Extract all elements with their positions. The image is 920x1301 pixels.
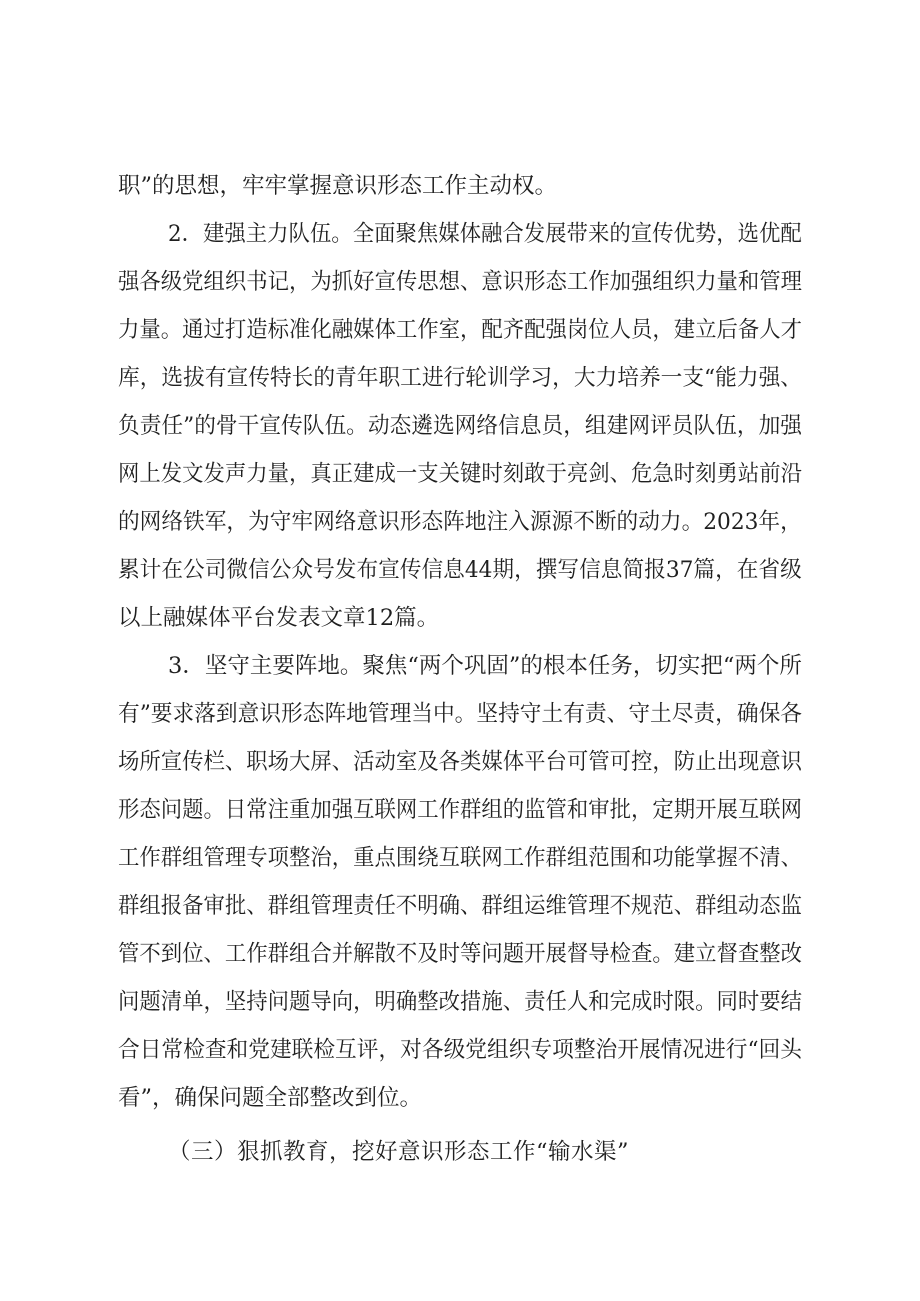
paragraph-line: 合日常检查和党建联检互评，对各级党组织专项整治开展情况进行“回头 [118, 1037, 802, 1063]
paragraph-line: 累计在公司微信公众号发布宣传信息44期，撰写信息简报37篇，在省级 [118, 557, 802, 583]
paragraph-line: 工作群组管理专项整治，重点围绕互联网工作群组范围和功能掌握不清、 [118, 845, 803, 871]
paragraph-line: 力量。通过打造标准化融媒体工作室，配齐配强岗位人员，建立后备人才 [118, 317, 803, 343]
paragraph-line: 有”要求落到意识形态阵地管理当中。坚持守土有责、守土尽责，确保各 [118, 701, 802, 727]
paragraph-line: 看”，确保问题全部整改到位。 [118, 1085, 423, 1111]
paragraph-line: 职”的思想，牢牢掌握意识形态工作主动权。 [118, 173, 558, 199]
section-heading: （三）狠抓教育，挖好意识形态工作“输水渠” [168, 1139, 630, 1165]
paragraph-line: 3．坚守主要阵地。聚焦“两个巩固”的根本任务，切实把“两个所 [168, 653, 802, 679]
paragraph-line: 2．建强主力队伍。全面聚焦媒体融合发展带来的宣传优势，选优配 [168, 221, 802, 247]
paragraph-line: 问题清单，坚持问题导向，明确整改措施、责任人和完成时限。同时要结 [118, 989, 803, 1015]
paragraph-line: 场所宣传栏、职场大屏、活动室及各类媒体平台可管可控，防止出现意识 [118, 749, 803, 775]
paragraph-line: 网上发文发声力量，真正建成一支关键时刻敢于亮剑、危急时刻勇站前沿 [118, 461, 803, 487]
paragraph-line: 管不到位、工作群组合并解散不及时等问题开展督导检查。建立督查整改 [118, 941, 803, 967]
paragraph-line: 形态问题。日常注重加强互联网工作群组的监管和审批，定期开展互联网 [118, 797, 803, 823]
paragraph-line: 群组报备审批、群组管理责任不明确、群组运维管理不规范、群组动态监 [118, 893, 803, 919]
paragraph-line: 强各级党组织书记，为抓好宣传思想、意识形态工作加强组织力量和管理 [118, 269, 803, 295]
paragraph-line: 库，选拔有宣传特长的青年职工进行轮训学习，大力培养一支“能力强、 [118, 365, 802, 391]
paragraph-line: 的网络铁军，为守牢网络意识形态阵地注入源源不断的动力。2023年， [118, 509, 802, 535]
paragraph-line: 负责任”的骨干宣传队伍。动态遴选网络信息员，组建网评员队伍，加强 [118, 413, 802, 439]
paragraph-line: 以上融媒体平台发表文章12篇。 [118, 605, 440, 631]
